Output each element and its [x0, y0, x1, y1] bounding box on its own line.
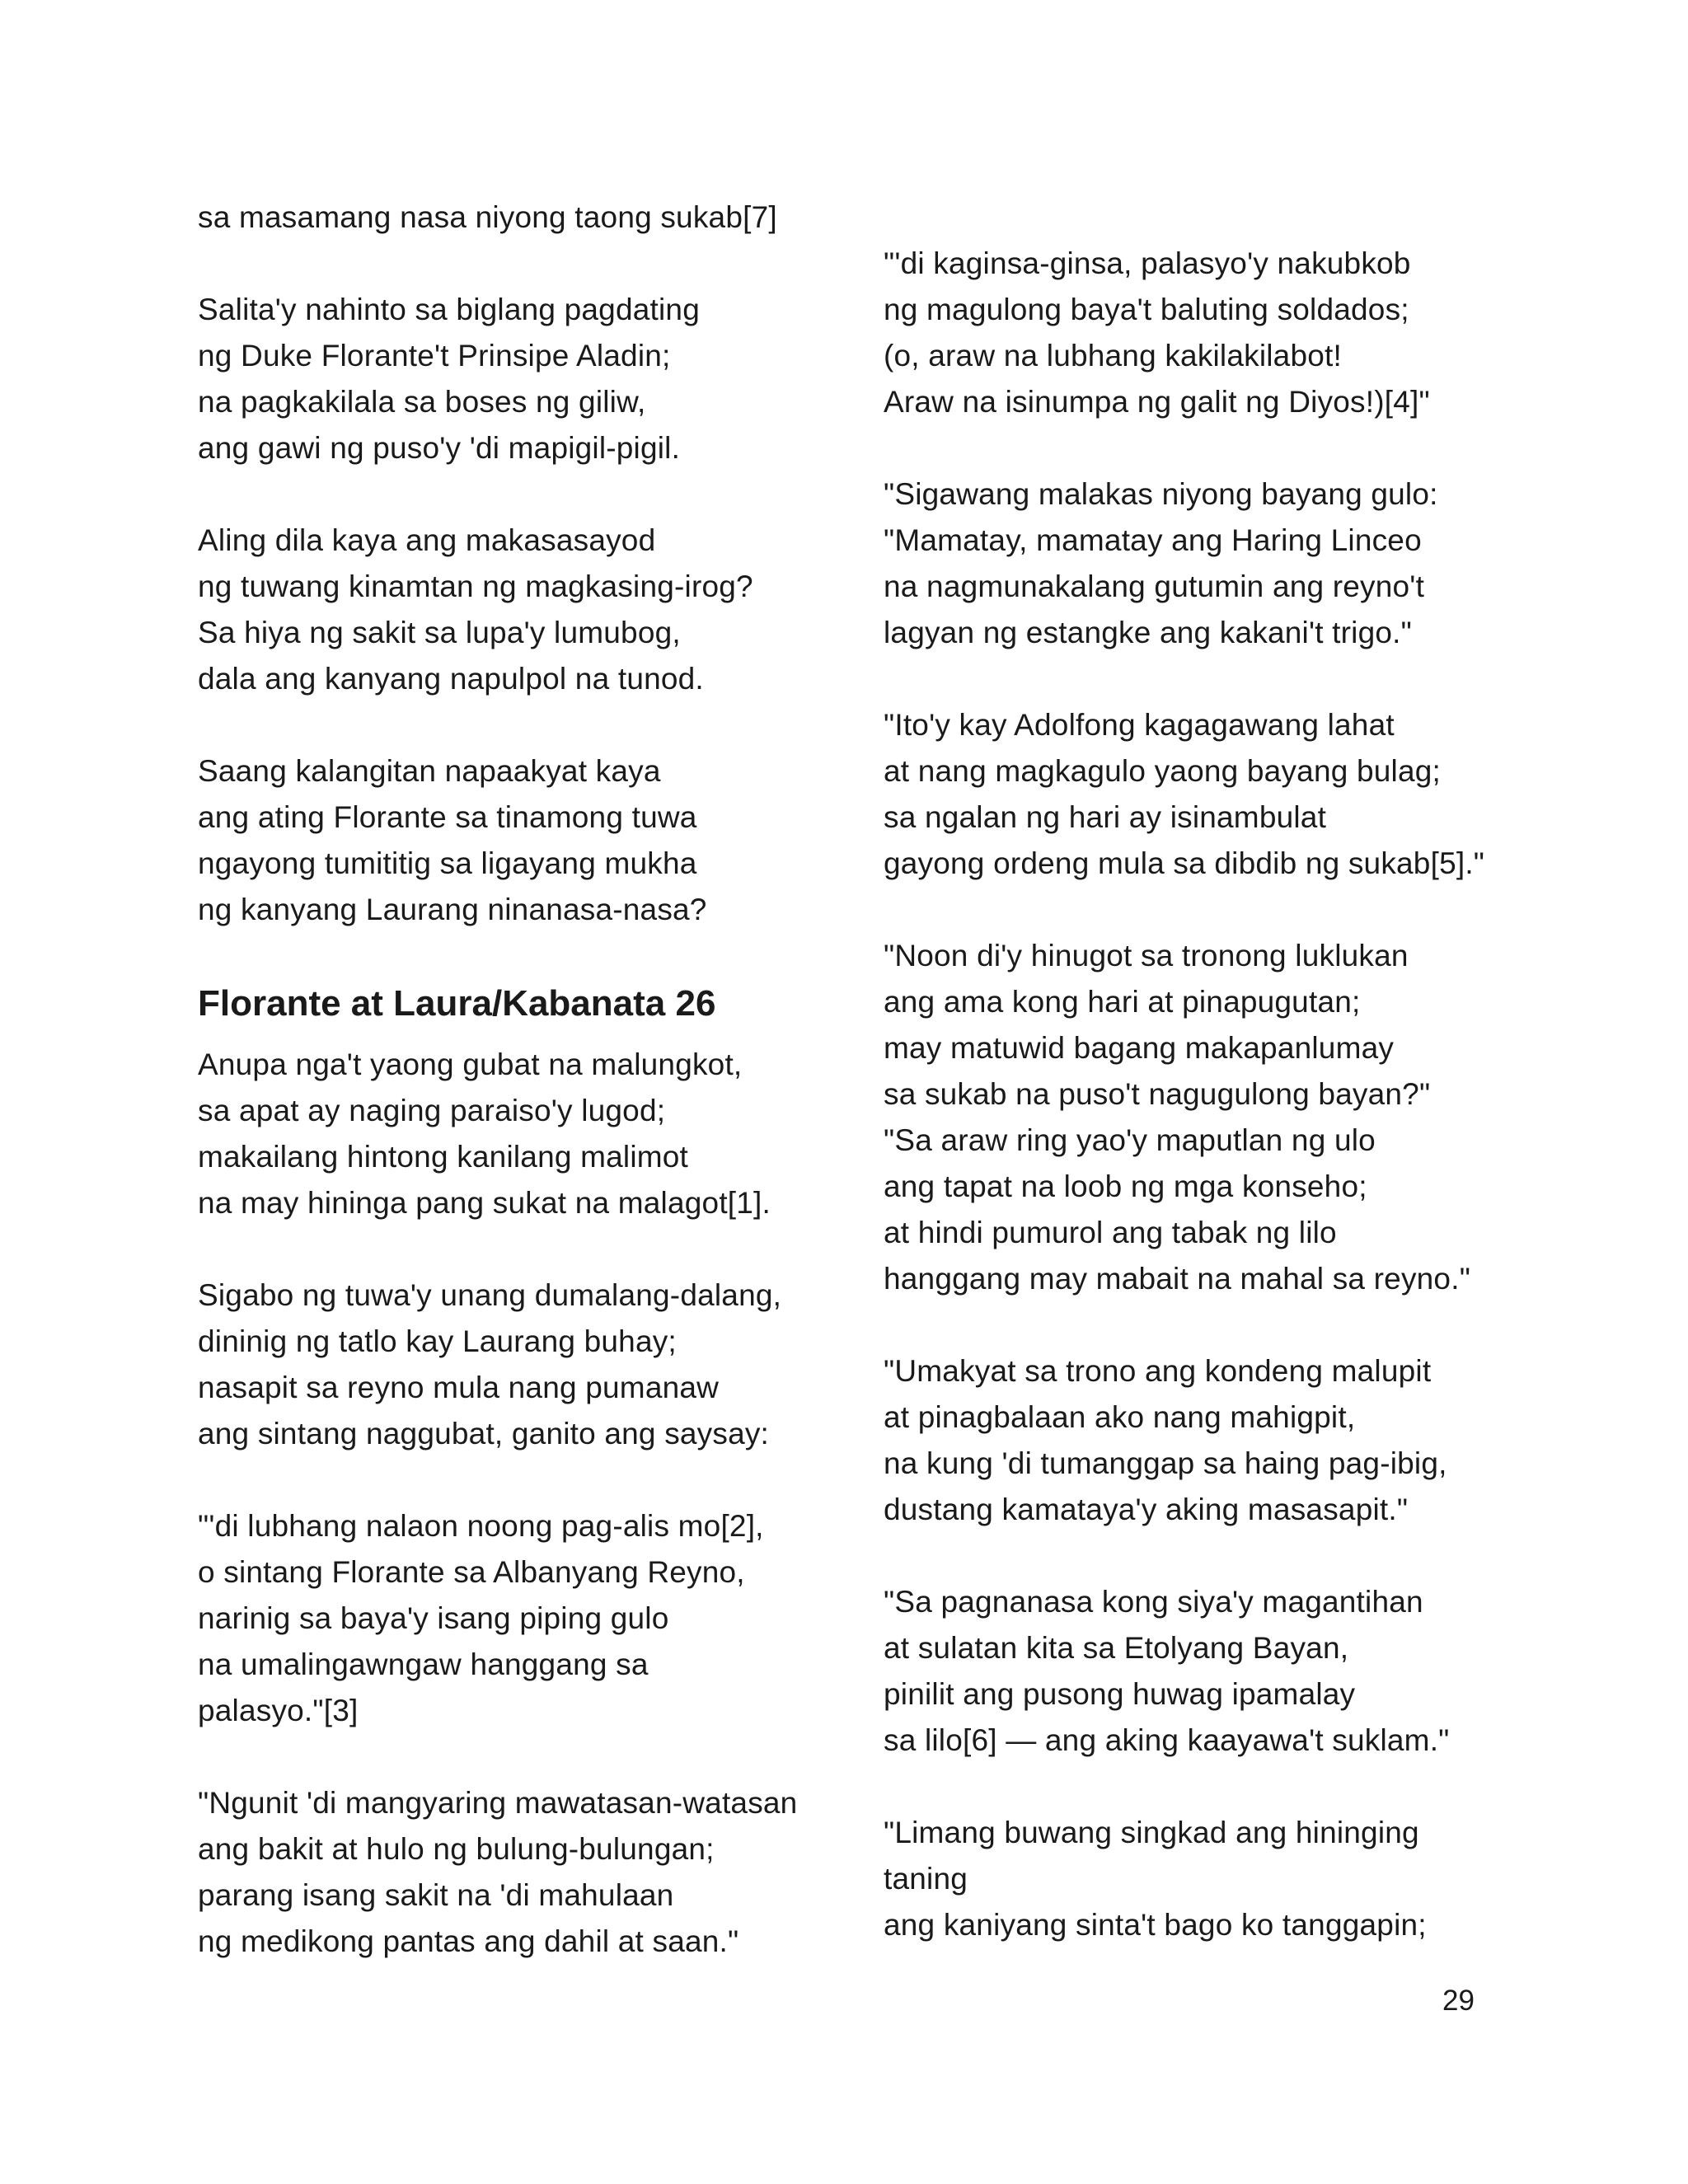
verse-line: "Ito'y kay Adolfong kagagawang lahat	[884, 708, 1395, 742]
verse-line: dala ang kanyang napulpol na tunod.	[198, 662, 704, 696]
verse-line: Araw na isinumpa ng galit ng Diyos!)[4]"	[884, 385, 1430, 419]
verse-line: sa masamang nasa niyong taong sukab[7]	[198, 200, 777, 234]
verse-line: "Limang buwang singkad ang hininging	[884, 1816, 1419, 1849]
verse-line: ang bakit at hulo ng bulung-bulungan;	[198, 1832, 715, 1866]
verse-line: pinilit ang pusong huwag ipamalay	[884, 1677, 1356, 1711]
verse-line: ang sintang naggubat, ganito ang saysay:	[198, 1417, 770, 1451]
verse-line: sa sukab na puso't nagugulong bayan?"	[884, 1077, 1431, 1111]
verse-line: nasapit sa reyno mula nang pumanaw	[198, 1371, 720, 1404]
verse-line: ng tuwang kinamtan ng magkasing-irog?	[198, 569, 753, 603]
verse-line: at pinagbalaan ako nang mahigpit,	[884, 1400, 1356, 1434]
verse-line: ng magulong baya't baluting soldados;	[884, 293, 1409, 326]
verse-line: Saang kalangitan napaakyat kaya	[198, 754, 661, 788]
verse-line: hanggang may mabait na mahal sa reyno."	[884, 1262, 1471, 1296]
verse-line: ng Duke Florante't Prinsipe Aladin;	[198, 339, 671, 373]
chapter-heading: Florante at Laura/Kabanata 26	[198, 983, 716, 1024]
verse-line: palasyo."[3]	[198, 1694, 359, 1727]
verse-line: at nang magkagulo yaong bayang bulag;	[884, 754, 1441, 788]
verse-line: na umalingawngaw hanggang sa	[198, 1647, 649, 1681]
verse-line: "Sigawang malakas niyong bayang gulo:	[884, 477, 1438, 511]
verse-line: makailang hintong kanilang malimot	[198, 1140, 689, 1174]
page-number: 29	[1442, 1985, 1475, 2017]
verse-line: ang ama kong hari at pinapugutan;	[884, 985, 1361, 1019]
verse-line: parang isang sakit na 'di mahulaan	[198, 1878, 674, 1912]
verse-line: o sintang Florante sa Albanyang Reyno,	[198, 1555, 745, 1589]
verse-line: "Sa pagnanasa kong siya'y magantihan	[884, 1585, 1423, 1619]
verse-line: na may hininga pang sukat na malagot[1].	[198, 1186, 771, 1220]
verse-line: ang gawi ng puso'y 'di mapigil-pigil.	[198, 431, 681, 465]
verse-line: narinig sa baya'y isang piping gulo	[198, 1601, 669, 1635]
verse-line: "Umakyat sa trono ang kondeng malupit	[884, 1354, 1432, 1388]
verse-line: "Sa araw ring yao'y maputlan ng ulo	[884, 1123, 1376, 1157]
verse-line: na kung 'di tumanggap sa haing pag-ibig,	[884, 1446, 1447, 1480]
verse-line: "Mamatay, mamatay ang Haring Linceo	[884, 523, 1422, 557]
verse-line: Anupa nga't yaong gubat na malungkot,	[198, 1047, 743, 1081]
verse-line: sa lilo[6] — ang aking kaayawa't suklam."	[884, 1723, 1450, 1757]
verse-line: taning	[884, 1862, 968, 1896]
verse-line: ang kaniyang sinta't bago ko tanggapin;	[884, 1908, 1427, 1942]
verse-line: "'di kaginsa-ginsa, palasyo'y nakubkob	[884, 246, 1411, 280]
verse-line: Aling dila kaya ang makasasayod	[198, 523, 656, 557]
verse-line: "Noon di'y hinugot sa tronong luklukan	[884, 939, 1409, 972]
verse-line: na nagmunakalang gutumin ang reyno't	[884, 569, 1425, 603]
verse-line: Salita'y nahinto sa biglang pagdating	[198, 293, 700, 326]
verse-line: gayong ordeng mula sa dibdib ng sukab[5]."	[884, 846, 1485, 880]
verse-line: ang ating Florante sa tinamong tuwa	[198, 800, 697, 834]
verse-line: at hindi pumurol ang tabak ng lilo	[884, 1216, 1337, 1249]
verse-line: "'di lubhang nalaon noong pag-alis mo[2],	[198, 1509, 764, 1543]
verse-line: sa ngalan ng hari ay isinambulat	[884, 800, 1327, 834]
verse-line: na pagkakilala sa boses ng giliw,	[198, 385, 646, 419]
verse-line: may matuwid bagang makapanlumay	[884, 1031, 1395, 1065]
verse-line: (o, araw na lubhang kakilakilabot!	[884, 339, 1342, 373]
verse-line: dustang kamataya'y aking masasapit."	[884, 1493, 1409, 1526]
verse-line: ng kanyang Laurang ninanasa-nasa?	[198, 893, 707, 926]
verse-line: "Ngunit 'di mangyaring mawatasan-watasan	[198, 1786, 798, 1820]
verse-line: dininig ng tatlo kay Laurang buhay;	[198, 1324, 677, 1358]
verse-line: at sulatan kita sa Etolyang Bayan,	[884, 1631, 1349, 1665]
verse-line: ngayong tumititig sa ligayang mukha	[198, 846, 697, 880]
verse-line: lagyan ng estangke ang kakani't trigo."	[884, 616, 1412, 649]
verse-line: sa apat ay naging paraiso'y lugod;	[198, 1094, 666, 1127]
verse-line: ang tapat na loob ng mga konseho;	[884, 1169, 1367, 1203]
verse-line: Sa hiya ng sakit sa lupa'y lumubog,	[198, 616, 681, 649]
verse-line: ng medikong pantas ang dahil at saan."	[198, 1924, 739, 1958]
verse-line: Sigabo ng tuwa'y unang dumalang-dalang,	[198, 1278, 782, 1312]
